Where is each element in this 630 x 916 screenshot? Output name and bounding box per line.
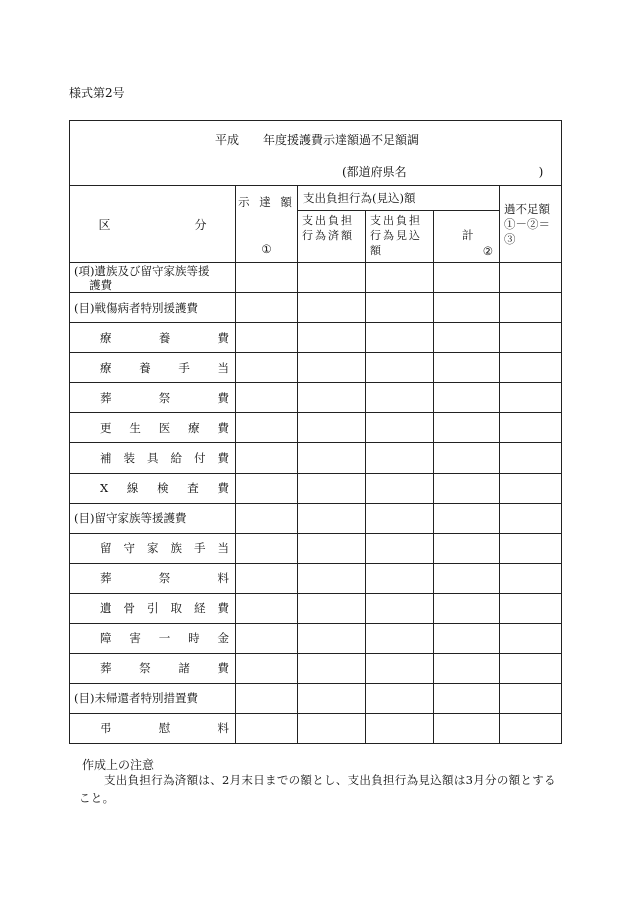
row-label-char: 骨 (123, 601, 135, 616)
row-label-char: X (100, 481, 109, 496)
amount-cell[interactable] (366, 413, 434, 443)
header-kubun: 区 分 (70, 186, 236, 263)
row-label-char: 引 (147, 601, 159, 616)
row-label-char: 慰 (158, 721, 171, 736)
amount-cell[interactable] (366, 383, 434, 413)
header-kei (434, 211, 500, 263)
row-label (70, 443, 236, 473)
amount-cell[interactable] (500, 473, 562, 503)
amount-cell[interactable] (298, 593, 366, 623)
row-label-char: 経 (194, 601, 206, 616)
row-label-char: 査 (187, 481, 199, 496)
header-kei-mark: ② (482, 244, 493, 259)
amount-cell[interactable] (298, 323, 366, 353)
row-label-text: (目)戦傷病者特別援護費 (74, 300, 198, 315)
row-label-char: 装 (123, 451, 135, 465)
row-label-char: 費 (217, 330, 229, 345)
amount-cell[interactable] (500, 653, 562, 683)
row-label-char: 養 (139, 360, 151, 375)
table-row (70, 533, 562, 563)
row-label-char: 費 (217, 390, 229, 405)
amount-cell[interactable] (434, 383, 500, 413)
table-title-cell (70, 121, 562, 186)
amount-cell[interactable] (366, 473, 434, 503)
amount-cell[interactable] (500, 713, 562, 743)
row-label-char: 障 (100, 631, 112, 646)
amount-cell[interactable] (236, 503, 298, 533)
budget-shortfall-table (69, 120, 562, 744)
amount-cell[interactable] (236, 593, 298, 623)
amount-cell[interactable] (434, 293, 500, 323)
row-label (70, 293, 236, 323)
row-label-char: 療 (100, 330, 112, 345)
amount-cell[interactable] (298, 623, 366, 653)
amount-cell[interactable] (434, 683, 500, 713)
amount-cell[interactable] (500, 683, 562, 713)
amount-cell[interactable] (366, 293, 434, 323)
amount-cell[interactable] (236, 683, 298, 713)
table-row (70, 293, 562, 323)
row-label-char: 養 (158, 330, 171, 345)
amount-cell[interactable] (366, 653, 434, 683)
row-label (70, 413, 236, 443)
row-label-char: 留 (100, 541, 112, 556)
amount-cell[interactable] (366, 563, 434, 593)
notes-body (79, 771, 564, 807)
table-row (70, 323, 562, 353)
table-row (70, 683, 562, 713)
amount-cell[interactable] (366, 353, 434, 383)
row-label-char: 一 (158, 631, 171, 646)
notes-line-1: 支出負担行為済額は、2月末日までの額とし、支出負担行為見込額は3月分の額とする (104, 773, 556, 787)
row-label (70, 623, 236, 653)
row-label (70, 383, 236, 413)
amount-cell[interactable] (500, 353, 562, 383)
row-label (70, 503, 236, 533)
row-label (70, 473, 236, 503)
table-row (70, 593, 562, 623)
amount-cell[interactable] (500, 263, 562, 293)
amount-cell[interactable] (236, 293, 298, 323)
row-label-text: (項)遺族及び留守家族等援 (74, 263, 210, 278)
amount-cell[interactable] (366, 263, 434, 293)
amount-cell[interactable] (434, 623, 500, 653)
notes-heading: 作成上の注意 (82, 758, 155, 772)
row-label-char: 祭 (158, 390, 171, 405)
amount-cell[interactable] (298, 503, 366, 533)
table-row (70, 503, 562, 533)
header-kabusoku: 過不足額①－②＝③ (500, 186, 562, 263)
row-label (70, 593, 236, 623)
amount-cell[interactable] (298, 413, 366, 443)
row-label-char: 守 (123, 541, 135, 556)
row-label-char: 療 (100, 360, 112, 375)
table-row (70, 473, 562, 503)
row-label-char: 時 (188, 631, 200, 646)
row-label (70, 323, 236, 353)
amount-cell[interactable] (298, 353, 366, 383)
table-row (70, 443, 562, 473)
amount-cell[interactable] (434, 473, 500, 503)
row-label-char: 料 (217, 721, 229, 736)
table-row (70, 653, 562, 683)
amount-cell[interactable] (298, 653, 366, 683)
form-number: 様式第2号 (69, 86, 125, 100)
amount-cell[interactable] (434, 413, 500, 443)
amount-cell[interactable] (298, 473, 366, 503)
amount-cell[interactable] (298, 293, 366, 323)
row-label-char: 料 (217, 571, 229, 586)
amount-cell[interactable] (236, 653, 298, 683)
amount-cell[interactable] (366, 323, 434, 353)
amount-cell[interactable] (500, 563, 562, 593)
header-shishutsu-mikomi: 支出負担行為見込額 (366, 211, 434, 263)
amount-cell[interactable] (236, 443, 298, 473)
amount-cell[interactable] (236, 713, 298, 743)
amount-cell[interactable] (434, 593, 500, 623)
row-label-char: 遺 (100, 601, 112, 616)
row-label-char: 検 (157, 481, 169, 496)
amount-cell[interactable] (366, 533, 434, 563)
table-row (70, 413, 562, 443)
amount-cell[interactable] (434, 563, 500, 593)
amount-cell[interactable] (500, 323, 562, 353)
amount-cell[interactable] (500, 293, 562, 323)
row-label-char: 費 (217, 481, 229, 496)
row-label-char: 害 (129, 631, 141, 646)
row-label (70, 263, 236, 293)
row-label-text-cont: 護費 (74, 277, 113, 292)
row-label-char: 当 (217, 360, 229, 375)
amount-cell[interactable] (500, 503, 562, 533)
row-label-char: 葬 (100, 571, 112, 586)
amount-cell[interactable] (366, 503, 434, 533)
row-label-char: 費 (217, 661, 229, 676)
header-shitatsu-label: 示 達 額 (238, 195, 295, 210)
amount-cell[interactable] (236, 473, 298, 503)
amount-cell[interactable] (366, 683, 434, 713)
amount-cell[interactable] (434, 323, 500, 353)
row-label-char: 生 (129, 420, 141, 435)
header-shishutsu: 支出負担行為(見込)額 (298, 186, 500, 211)
row-label-char: 葬 (100, 661, 112, 676)
row-label-char: 費 (217, 451, 229, 465)
row-label-char: 当 (217, 541, 229, 556)
row-label-char: 給 (170, 451, 182, 465)
amount-cell[interactable] (236, 623, 298, 653)
amount-cell[interactable] (366, 443, 434, 473)
amount-cell[interactable] (434, 353, 500, 383)
amount-cell[interactable] (500, 383, 562, 413)
amount-cell[interactable] (366, 623, 434, 653)
notes-line-2: こと。 (79, 791, 115, 805)
row-label-char: 祭 (139, 661, 151, 676)
row-label-char: 更 (100, 420, 112, 435)
row-label-char: 手 (178, 360, 190, 375)
amount-cell[interactable] (236, 353, 298, 383)
amount-cell[interactable] (434, 263, 500, 293)
row-label (70, 563, 236, 593)
amount-cell[interactable] (298, 263, 366, 293)
amount-cell[interactable] (236, 533, 298, 563)
amount-cell[interactable] (500, 593, 562, 623)
row-label (70, 683, 236, 713)
amount-cell[interactable] (366, 713, 434, 743)
amount-cell[interactable] (500, 413, 562, 443)
amount-cell[interactable] (298, 563, 366, 593)
row-label-char: 諸 (178, 661, 190, 676)
amount-cell[interactable] (236, 383, 298, 413)
amount-cell[interactable] (298, 383, 366, 413)
amount-cell[interactable] (500, 533, 562, 563)
table-row (70, 263, 562, 293)
row-label-char: 弔 (100, 721, 112, 736)
table-title: 平成 年度援護費示達額過不足額調 (215, 133, 420, 147)
row-label-char: 葬 (100, 390, 112, 405)
amount-cell[interactable] (434, 533, 500, 563)
amount-cell[interactable] (500, 623, 562, 653)
amount-cell[interactable] (236, 413, 298, 443)
row-label-char: 家 (147, 541, 159, 556)
row-label-char: 療 (188, 420, 200, 435)
amount-cell[interactable] (236, 323, 298, 353)
amount-cell[interactable] (434, 713, 500, 743)
prefecture-name-field: (都道府県名 ) (342, 165, 544, 179)
row-label-char: 具 (147, 451, 159, 465)
row-label-char: 祭 (158, 571, 171, 586)
row-label-text: (目)未帰還者特別措置費 (74, 691, 198, 706)
amount-cell[interactable] (434, 653, 500, 683)
row-label-char: 族 (170, 541, 182, 556)
amount-cell[interactable] (434, 443, 500, 473)
amount-cell[interactable] (298, 713, 366, 743)
amount-cell[interactable] (366, 593, 434, 623)
row-label-char: 金 (217, 631, 229, 646)
amount-cell[interactable] (500, 443, 562, 473)
amount-cell[interactable] (236, 263, 298, 293)
table-row (70, 383, 562, 413)
row-label-char: 線 (126, 481, 139, 496)
row-label (70, 353, 236, 383)
amount-cell[interactable] (298, 443, 366, 473)
row-label-char: 医 (158, 420, 171, 435)
row-label-char: 補 (100, 451, 112, 465)
header-shitatsu (236, 186, 298, 263)
header-kei-label: 計 (462, 228, 474, 243)
row-label-char: 手 (194, 541, 206, 556)
table-row (70, 713, 562, 743)
amount-cell[interactable] (298, 683, 366, 713)
header-shishutsu-sumi: 支出負担行為済額 (298, 211, 366, 263)
amount-cell[interactable] (298, 533, 366, 563)
table-row (70, 353, 562, 383)
amount-cell[interactable] (236, 563, 298, 593)
amount-cell[interactable] (434, 503, 500, 533)
row-label (70, 653, 236, 683)
row-label-char: 取 (170, 601, 182, 616)
row-label-char: 費 (217, 420, 229, 435)
row-label-char: 費 (217, 601, 229, 616)
row-label-char: 付 (194, 451, 206, 465)
header-shitatsu-mark: ① (261, 242, 272, 257)
row-label-text: (目)留守家族等援護費 (74, 511, 187, 526)
table-row (70, 623, 562, 653)
row-label (70, 533, 236, 563)
table-row (70, 563, 562, 593)
row-label (70, 713, 236, 743)
